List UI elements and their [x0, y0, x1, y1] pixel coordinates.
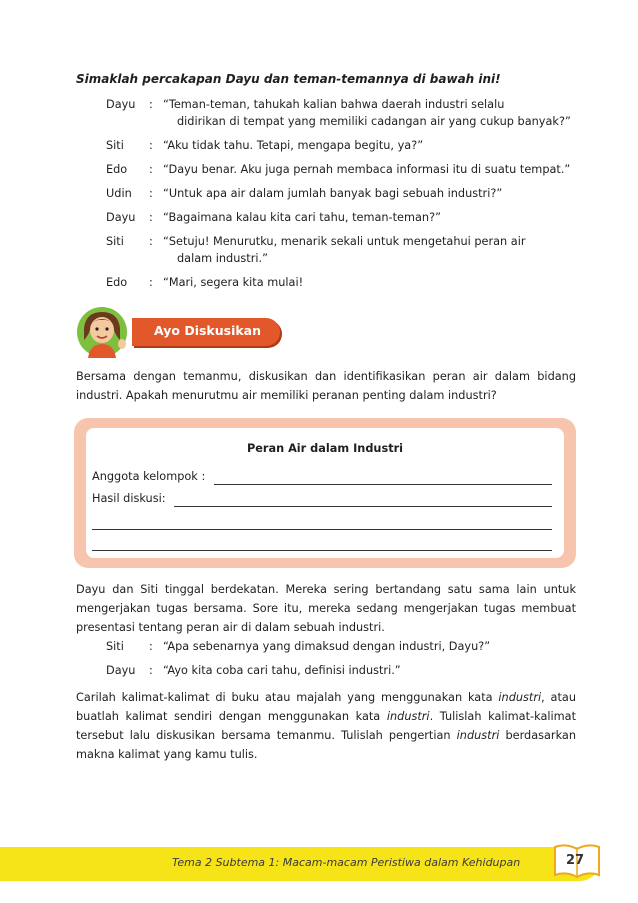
speaker: Edo — [106, 276, 128, 289]
dialog-line-cont: dalam industri.” — [177, 252, 268, 265]
dialog-row — [106, 274, 603, 291]
dialog-block-2 — [106, 638, 603, 686]
colon: : — [149, 235, 153, 248]
colon: : — [149, 98, 153, 111]
task-keyword: industri — [456, 729, 500, 742]
dialog-row — [106, 185, 603, 202]
worksheet-inner — [86, 428, 564, 558]
task-keyword: industri — [498, 691, 542, 704]
girl-illustration-icon — [72, 306, 136, 358]
speaker: Dayu — [106, 98, 136, 111]
banner-bar — [132, 318, 280, 346]
hasil-input-line[interactable] — [174, 506, 552, 507]
dialog-text — [163, 96, 603, 130]
banner-label: Ayo Diskusikan — [154, 323, 262, 338]
dialog-line-cont: didirikan di tempat yang memiliki cadangan air yang cukup banyak?” — [177, 115, 571, 128]
dialog-line: “Aku tidak tahu. Tetapi, mengapa begitu, ya?” — [163, 139, 424, 152]
page-footer — [0, 847, 638, 887]
speaker: Dayu — [106, 664, 136, 677]
colon: : — [149, 664, 153, 677]
footer-theme-text: Tema 2 Subtema 1: Macam-macam Peristiwa dalam Kehidupan — [172, 856, 521, 869]
colon: : — [149, 276, 153, 289]
dialog-row — [106, 662, 603, 679]
colon: : — [149, 163, 153, 176]
ayo-diskusikan-banner — [72, 312, 282, 358]
dialog-line: “Dayu benar. Aku juga pernah membaca informasi itu di suatu tempat.” — [163, 163, 571, 176]
task-text: Carilah kalimat-kalimat di buku atau majalah yang menggunakan kata — [76, 691, 499, 704]
speaker: Udin — [106, 187, 132, 200]
dialog-line: “Bagaimana kalau kita cari tahu, teman-teman?” — [163, 211, 441, 224]
dialog-row — [106, 209, 603, 226]
answer-line[interactable] — [92, 550, 552, 551]
page-number: 27 — [566, 853, 585, 868]
dialog-line: “Ayo kita coba cari tahu, definisi industri.” — [163, 664, 401, 677]
colon: : — [149, 187, 153, 200]
dialog-line: “Apa sebenarnya yang dimaksud dengan industri, Dayu?” — [163, 640, 491, 653]
task-text: . Tulislah kalimat-kalimat tersebut lalu diskusikan bersama temanmu. Tulislah pengertian — [76, 710, 576, 742]
answer-line[interactable] — [92, 529, 552, 530]
colon: : — [149, 211, 153, 224]
dialog-row — [106, 638, 603, 655]
dialog-block-1 — [106, 96, 603, 298]
dialog-row — [106, 96, 603, 130]
hasil-label: Hasil diskusi: — [92, 492, 166, 505]
anggota-input-line[interactable] — [214, 484, 552, 485]
discussion-worksheet — [74, 418, 576, 568]
task-keyword: industri — [386, 710, 430, 723]
colon: : — [149, 139, 153, 152]
speaker: Siti — [106, 640, 124, 653]
dialog-line: “Untuk apa air dalam jumlah banyak bagi sebuah industri?” — [163, 187, 503, 200]
dialog-line: “Setuju! Menurutku, menarik sekali untuk mengetahui peran air — [163, 235, 526, 248]
diskusi-instructions: Bersama dengan temanmu, diskusikan dan identifikasikan peran air dalam bidang industri. Apakah menurutmu air memiliki peranan penting dalam industri? — [76, 370, 576, 402]
speaker: Siti — [106, 139, 124, 152]
story-paragraph: Dayu dan Siti tinggal berdekatan. Mereka sering bertandang satu sama lain untuk mengerjakan tugas bersama. Sore itu, mereka sedang mengerjakan tugas membuat presentasi tentang peran air di dalam sebuah industri. — [76, 583, 576, 634]
colon: : — [149, 640, 153, 653]
dialog-row — [106, 161, 603, 178]
anggota-label: Anggota kelompok : — [92, 470, 206, 483]
dialog-row — [106, 137, 603, 154]
speaker: Edo — [106, 163, 128, 176]
dialog-row — [106, 233, 603, 267]
worksheet-title: Peran Air dalam Industri — [246, 442, 404, 455]
speaker: Siti — [106, 235, 124, 248]
task-paragraph — [76, 688, 576, 764]
speaker: Dayu — [106, 211, 136, 224]
dialog-text — [163, 233, 603, 267]
dialog-line: “Teman-teman, tahukah kalian bahwa daerah industri selalu — [163, 98, 505, 111]
task-text: , atau buatlah kalimat sendiri dengan menggunakan kata — [76, 691, 576, 723]
dialog-line: “Mari, segera kita mulai! — [163, 276, 304, 289]
intro-heading: Simaklah percakapan Dayu dan teman-temannya di bawah ini! — [76, 72, 501, 86]
task-text: berdasarkan makna kalimat yang kamu tulis. — [76, 729, 577, 761]
